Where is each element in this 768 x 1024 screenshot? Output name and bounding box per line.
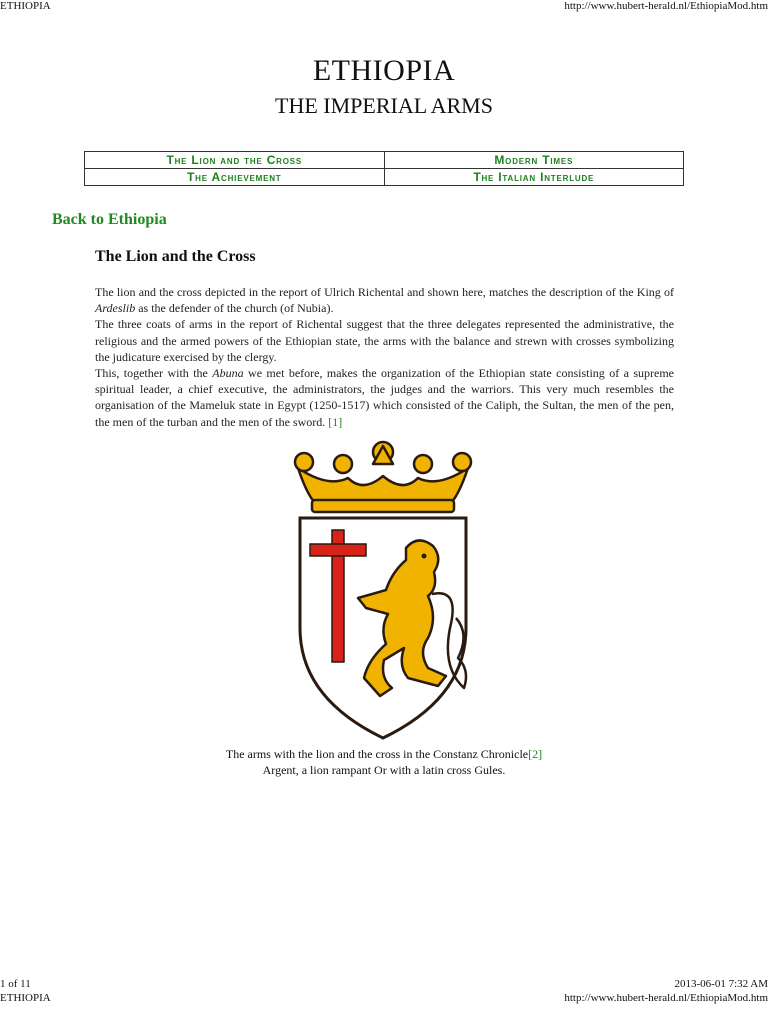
nav-link-lion-and-cross[interactable]: The Lion and the Cross (85, 152, 385, 169)
crown-icon (295, 442, 471, 512)
paragraph-1-text-c: as the defender of the church (of Nubia). (135, 301, 334, 316)
navigation-table (84, 151, 684, 186)
paragraph-3 (95, 365, 674, 430)
navigation-row (85, 152, 684, 169)
coat-of-arms-image (288, 438, 478, 743)
nav-link-italian-interlude[interactable]: The Italian Interlude (384, 169, 684, 186)
nav-link-achievement[interactable]: The Achievement (85, 169, 385, 186)
paragraph-1 (95, 284, 674, 316)
paragraph-1-text-a: The lion and the cross depicted in the report of Ulrich Richental and shown here, matches the description of the King of (95, 285, 674, 299)
page-subtitle: THE IMPERIAL ARMS (275, 93, 493, 118)
page-title: ETHIOPIA (312, 54, 456, 87)
print-footer-datetime: 2013-06-01 7:32 AM (674, 978, 768, 990)
abuna-term: Abuna (212, 366, 244, 381)
print-footer-page-count: 1 of 11 (0, 978, 31, 990)
print-footer-url: http://www.hubert-herald.nl/EthiopiaMod.htm (564, 992, 768, 1004)
print-header-title: ETHIOPIA (0, 0, 51, 12)
nav-link-modern-times[interactable]: Modern Times (384, 152, 684, 169)
back-to-ethiopia-link[interactable]: Back to Ethiopia (52, 211, 167, 228)
section-heading: The Lion and the Cross (95, 248, 256, 265)
footnote-link-2[interactable]: [2] (528, 747, 543, 761)
print-header-url: http://www.hubert-herald.nl/EthiopiaMod.htm (564, 0, 768, 12)
figure-caption-line-1 (0, 747, 768, 762)
navigation-row (85, 169, 684, 186)
footnote-link-1[interactable]: [1] (328, 414, 343, 429)
paragraph-3-text-a: This, together with the (95, 366, 213, 381)
ardeslib-term: Ardeslib (95, 301, 136, 316)
article-body (95, 284, 674, 430)
figure-caption-line-2: Argent, a lion rampant Or with a latin cross Gules. (262, 763, 506, 777)
figure-caption-text: The arms with the lion and the cross in the Constanz Chronicle (225, 747, 529, 761)
paragraph-2: The three coats of arms in the report of Richental suggest that the three delegates represented the administrative, the religious and the armed powers of the Ethiopian state, the arms with the balance and strewn with crosses symbolizing the judicature exercised by the clergy. (95, 317, 674, 364)
paragraph-3-text-c: we met before, makes the organization of the Ethiopian state consisting of a supreme spiritual leader, a chief executive, the administrators, the judges and the warriors. This very much resembles the organisation of the Mameluk state in Egypt (1250-1517) which consisted of the Caliph, the Sultan, the men of the pen, the men of the turban and the men of the sword. (95, 366, 674, 429)
print-footer-title: ETHIOPIA (0, 992, 51, 1004)
